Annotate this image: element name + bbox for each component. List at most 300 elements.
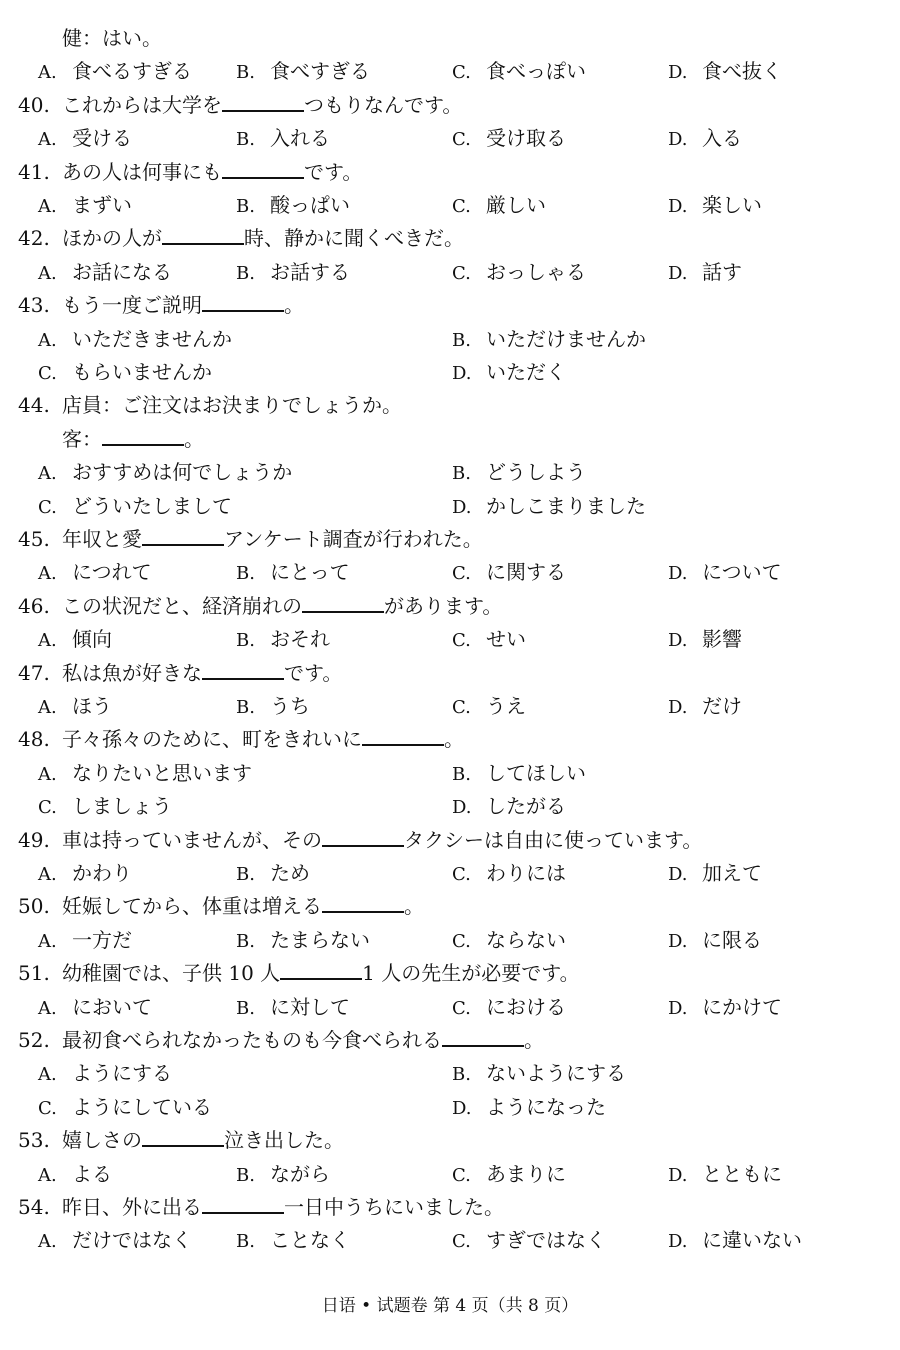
option-letter: D.: [668, 1231, 688, 1253]
option-letter: A.: [38, 763, 57, 785]
option-letter: A.: [38, 864, 57, 885]
option-letter: B.: [236, 62, 255, 84]
question: [0, 389, 900, 422]
question-text-after: 。: [284, 293, 304, 318]
answer-options: [0, 1158, 900, 1191]
answer-option[interactable]: [452, 122, 566, 156]
answer-option[interactable]: [452, 991, 566, 1025]
answer-option[interactable]: [452, 323, 646, 357]
answer-options: [0, 556, 900, 589]
answer-option[interactable]: [38, 122, 132, 156]
page-footer: 日语 • 试题卷 第 4 页（共 8 页）: [321, 1296, 579, 1316]
question-text-after: アンケート調査が行われた。: [224, 527, 483, 551]
option-text: おそれ: [270, 627, 330, 652]
option-text: お話になる: [72, 259, 172, 284]
answer-option[interactable]: [236, 189, 350, 223]
option-text: ようにする: [72, 1061, 172, 1086]
answer-option[interactable]: [236, 55, 370, 89]
question-text: [62, 222, 464, 255]
question-text-after: 。: [444, 727, 464, 752]
option-letter: C.: [38, 363, 57, 384]
answer-option[interactable]: [38, 356, 212, 390]
answer-option[interactable]: [452, 256, 586, 290]
option-letter: B.: [236, 697, 255, 718]
answer-blank[interactable]: [162, 223, 244, 245]
option-letter: D.: [668, 129, 688, 151]
answer-option[interactable]: [452, 1158, 566, 1192]
option-text: ながら: [270, 1161, 330, 1186]
answer-options: [0, 55, 900, 88]
option-text: ようにしている: [72, 1094, 212, 1119]
option-letter: A.: [38, 1164, 57, 1186]
question-text-after: 。: [524, 1028, 544, 1052]
option-letter: C.: [452, 697, 471, 718]
option-letter: D.: [452, 1097, 472, 1119]
answer-options: [0, 323, 900, 356]
option-text: 楽しい: [702, 193, 762, 217]
answer-options: [0, 356, 900, 389]
option-letter: C.: [452, 62, 471, 84]
answer-option[interactable]: [38, 1091, 212, 1125]
option-letter: D.: [668, 997, 688, 1019]
answer-option[interactable]: [452, 1057, 626, 1091]
option-letter: B.: [452, 329, 471, 351]
option-text: ないようにする: [486, 1061, 626, 1086]
answer-blank[interactable]: [142, 1125, 224, 1147]
option-text: なりたいと思います: [72, 760, 252, 785]
question-number: 49.: [18, 827, 50, 852]
answer-option[interactable]: [452, 790, 566, 824]
option-letter: D.: [452, 363, 472, 384]
question: [0, 289, 900, 322]
option-text: 厳しい: [486, 193, 546, 217]
option-text: だけ: [702, 694, 742, 718]
answer-option[interactable]: [38, 1158, 112, 1192]
option-text: 一方だ: [72, 927, 132, 952]
answer-option[interactable]: [668, 122, 742, 156]
answer-option[interactable]: [38, 623, 112, 657]
question-text: [62, 156, 362, 189]
question-text: [62, 824, 702, 857]
answer-options: [0, 790, 900, 823]
answer-option[interactable]: [236, 857, 310, 891]
option-letter: A.: [38, 62, 57, 84]
question-text-before: 客：: [62, 426, 102, 451]
option-letter: B.: [236, 997, 255, 1019]
option-letter: B.: [236, 930, 255, 952]
answer-blank[interactable]: [142, 524, 224, 546]
question: [0, 723, 900, 756]
question-text: [62, 1024, 544, 1057]
answer-option[interactable]: [38, 1224, 192, 1258]
answer-option[interactable]: [236, 623, 330, 657]
question: [0, 890, 900, 923]
answer-options: [0, 690, 900, 723]
question-text-before: 最初食べられなかったものも今食べられる: [62, 1028, 442, 1052]
option-text: どういたしまして: [72, 493, 232, 518]
answer-options: [0, 256, 900, 289]
answer-option[interactable]: [236, 256, 350, 290]
option-letter: A.: [38, 463, 57, 485]
option-text: 受ける: [72, 126, 132, 151]
answer-option[interactable]: [236, 556, 350, 590]
answer-blank[interactable]: [222, 90, 304, 112]
option-letter: A.: [38, 630, 57, 652]
option-letter: C.: [452, 1164, 471, 1186]
question-number: 52.: [18, 1028, 50, 1052]
question-text-before: 昨日、外に出る: [62, 1195, 202, 1219]
question-text: [62, 723, 464, 756]
dialogue-line: [0, 423, 900, 456]
option-text: 傾向: [72, 627, 112, 652]
answer-option[interactable]: [452, 623, 526, 657]
dialogue-line: [0, 22, 900, 55]
question-text-before: この状況だと、経済崩れの: [62, 593, 302, 618]
question-text-before: 嬉しさの: [62, 1128, 142, 1153]
option-text: もらいませんか: [72, 360, 212, 384]
answer-option[interactable]: [452, 757, 586, 791]
answer-option[interactable]: [668, 690, 742, 724]
answer-option[interactable]: [452, 924, 566, 958]
answer-options: [0, 757, 900, 790]
answer-option[interactable]: [452, 456, 586, 490]
option-letter: A.: [38, 129, 57, 151]
question-number: 53.: [18, 1128, 50, 1153]
answer-option[interactable]: [38, 1057, 172, 1091]
answer-option[interactable]: [668, 924, 762, 958]
option-letter: C.: [452, 864, 471, 885]
question-text-before: 店員：ご注文はお決まりでしょうか。: [62, 393, 402, 418]
option-text: ようになった: [486, 1094, 606, 1119]
answer-option[interactable]: [452, 1091, 606, 1125]
answer-option[interactable]: [668, 1158, 782, 1192]
question-text-before: あの人は何事にも: [62, 159, 222, 184]
option-text: 食べすぎる: [270, 59, 370, 84]
answer-option[interactable]: [236, 122, 330, 156]
answer-option[interactable]: [38, 857, 132, 891]
question: [0, 1024, 900, 1057]
answer-option[interactable]: [452, 189, 546, 223]
question: [0, 156, 900, 189]
option-text: 話す: [702, 259, 742, 284]
answer-options: [0, 1057, 900, 1090]
answer-options: [0, 623, 900, 656]
option-text: どうしよう: [486, 460, 586, 485]
question-text-after: があります。: [384, 593, 503, 618]
question: [0, 824, 900, 857]
question: [0, 523, 900, 556]
option-text: いただく: [486, 360, 566, 384]
option-text: に限る: [702, 927, 762, 952]
answer-option[interactable]: [668, 857, 762, 891]
option-text: につれて: [72, 560, 152, 585]
option-text: に違いない: [702, 1228, 802, 1253]
option-letter: A.: [38, 697, 57, 718]
option-letter: B.: [452, 1064, 471, 1086]
answer-options: [0, 1091, 900, 1124]
answer-blank[interactable]: [202, 290, 284, 312]
answer-option[interactable]: [38, 556, 152, 590]
option-text: にとって: [270, 560, 350, 585]
option-text: において: [72, 994, 152, 1019]
option-letter: B.: [236, 1164, 255, 1186]
question-text: [62, 590, 502, 623]
option-letter: C.: [38, 797, 57, 819]
answer-option[interactable]: [38, 55, 192, 89]
question-number: 44.: [18, 393, 50, 418]
option-letter: A.: [38, 329, 57, 351]
question-number: 54.: [18, 1195, 50, 1219]
answer-blank[interactable]: [362, 724, 444, 746]
answer-option[interactable]: [452, 857, 566, 891]
answer-option[interactable]: [668, 189, 762, 223]
option-letter: C.: [452, 630, 471, 652]
option-letter: B.: [236, 864, 255, 885]
option-text: してほしい: [486, 760, 586, 785]
answer-option[interactable]: [668, 256, 742, 290]
question-number: 50.: [18, 894, 50, 919]
question-text: [62, 523, 483, 556]
option-text: したがる: [486, 794, 566, 819]
question-text: [62, 389, 402, 422]
option-text: ことなく: [270, 1228, 350, 1253]
question-text-before: 幼稚園では、子供 10 人: [62, 961, 281, 986]
option-text: 入れる: [270, 126, 330, 151]
option-letter: B.: [452, 763, 471, 785]
question-text-after: 一日中うちにいました。: [284, 1195, 504, 1219]
answer-option[interactable]: [668, 55, 782, 89]
option-text: とともに: [702, 1161, 782, 1186]
option-letter: A.: [38, 930, 57, 952]
option-text: だけではなく: [72, 1228, 192, 1253]
answer-option[interactable]: [38, 991, 152, 1025]
option-text: わりには: [486, 861, 566, 885]
option-text: 食べるすぎる: [72, 59, 192, 84]
question-number: 51.: [18, 961, 50, 986]
option-letter: B.: [236, 563, 255, 585]
answer-option[interactable]: [236, 1224, 350, 1258]
option-letter: D.: [668, 262, 688, 284]
answer-options: [0, 991, 900, 1024]
option-text: しましょう: [72, 794, 172, 819]
option-text: にかけて: [702, 994, 782, 1019]
option-text: に対して: [270, 994, 350, 1019]
answer-option[interactable]: [38, 456, 292, 490]
question-text-before: ほかの人が: [62, 226, 162, 251]
option-text: における: [486, 994, 566, 1019]
answer-options: [0, 1224, 900, 1257]
option-text: たまらない: [270, 927, 370, 952]
question-text-before: 車は持っていませんが、その: [62, 827, 322, 852]
answer-blank[interactable]: [102, 424, 184, 446]
answer-options: [0, 490, 900, 523]
option-letter: B.: [236, 1231, 255, 1253]
answer-blank[interactable]: [442, 1025, 524, 1047]
answer-option[interactable]: [668, 623, 742, 657]
answer-option[interactable]: [38, 690, 112, 724]
question: [0, 1124, 900, 1157]
option-text: 食べ抜く: [702, 59, 782, 84]
answer-option[interactable]: [236, 991, 350, 1025]
answer-option[interactable]: [668, 1224, 802, 1258]
option-text: 食べっぽい: [486, 59, 586, 84]
answer-blank[interactable]: [280, 958, 362, 980]
question-text-after: 泣き出した。: [224, 1128, 344, 1153]
answer-blank[interactable]: [222, 157, 304, 179]
option-text: あまりに: [486, 1161, 566, 1186]
question-text-after: 。: [404, 894, 424, 919]
option-letter: C.: [452, 930, 471, 952]
question-text: [62, 657, 342, 690]
option-letter: A.: [38, 997, 57, 1019]
answer-blank[interactable]: [302, 591, 384, 613]
option-text: ならない: [486, 927, 566, 952]
option-text: 受け取る: [486, 126, 566, 151]
option-letter: C.: [38, 496, 57, 518]
answer-options: [0, 456, 900, 489]
question-number: 42.: [18, 226, 50, 251]
question-text-before: 私は魚が好きな: [62, 660, 202, 685]
option-letter: C.: [452, 262, 471, 284]
answer-option[interactable]: [236, 1158, 330, 1192]
option-text: いただきませんか: [72, 326, 232, 351]
question-number: 45.: [18, 527, 50, 551]
answer-options: [0, 924, 900, 957]
option-text: について: [702, 560, 782, 585]
answer-option[interactable]: [236, 924, 370, 958]
option-text: まずい: [72, 193, 132, 217]
question-text: [62, 89, 462, 122]
question-text-before: 妊娠してから、体重は増える: [62, 894, 322, 919]
answer-option[interactable]: [668, 991, 782, 1025]
answer-option[interactable]: [452, 1224, 606, 1258]
option-text: かわり: [72, 861, 132, 885]
option-letter: C.: [452, 196, 471, 217]
answer-option[interactable]: [236, 690, 310, 724]
option-letter: C.: [452, 1231, 471, 1253]
question-text-before: これからは大学を: [62, 92, 222, 117]
option-letter: D.: [668, 930, 688, 952]
answer-option[interactable]: [38, 490, 232, 524]
option-text: せい: [486, 627, 526, 652]
question-text-after: 時、静かに聞くべきだ。: [244, 226, 464, 251]
question-number: 41.: [18, 159, 50, 184]
question-text: [62, 1124, 344, 1157]
answer-option[interactable]: [38, 757, 252, 791]
option-letter: D.: [668, 1164, 688, 1186]
question-text-before: もう一度ご説明: [62, 293, 202, 318]
option-text: に関する: [486, 560, 566, 585]
option-letter: D.: [668, 697, 688, 718]
question-text: [62, 423, 204, 456]
option-letter: D.: [668, 864, 688, 885]
option-text: お話する: [270, 259, 350, 284]
option-letter: B.: [236, 129, 255, 151]
option-text: ため: [270, 861, 310, 885]
answer-options: [0, 122, 900, 155]
question-text-after: 。: [184, 426, 204, 451]
option-text: かしこまりました: [486, 493, 646, 518]
option-text: うえ: [486, 694, 526, 718]
question-text-after: です。: [304, 159, 363, 184]
option-letter: A.: [38, 196, 57, 217]
option-text: うち: [270, 694, 310, 718]
answer-option[interactable]: [38, 924, 132, 958]
question-number: 48.: [18, 727, 50, 752]
option-letter: D.: [452, 496, 472, 518]
question: [0, 657, 900, 690]
option-letter: A.: [38, 1231, 57, 1253]
question: [0, 222, 900, 255]
option-letter: C.: [452, 563, 471, 585]
question-text: [62, 890, 424, 923]
question-text-after: です。: [284, 660, 343, 685]
question: [0, 590, 900, 623]
answer-blank[interactable]: [202, 1192, 284, 1214]
answer-option[interactable]: [38, 790, 172, 824]
question-text-after: 1 人の先生が必要です。: [362, 961, 580, 986]
answer-blank[interactable]: [322, 891, 404, 913]
answer-blank[interactable]: [322, 825, 404, 847]
answer-option[interactable]: [452, 556, 566, 590]
question-text: [62, 957, 580, 990]
option-text: 入る: [702, 126, 742, 151]
question-number: 46.: [18, 593, 50, 618]
answer-option[interactable]: [38, 256, 172, 290]
question: [0, 1191, 900, 1224]
answer-option[interactable]: [452, 490, 646, 524]
option-text: すぎではなく: [486, 1228, 606, 1253]
option-letter: C.: [38, 1097, 57, 1119]
option-text: 酸っぱい: [270, 193, 350, 217]
option-letter: C.: [452, 997, 471, 1019]
option-text: いただけませんか: [486, 326, 646, 351]
answer-option[interactable]: [452, 356, 566, 390]
question: [0, 957, 900, 990]
answer-blank[interactable]: [202, 658, 284, 680]
answer-options: [0, 189, 900, 222]
option-letter: B.: [236, 630, 255, 652]
question-text-before: 子々孫々のために、町をきれいに: [62, 727, 362, 752]
option-text: おっしゃる: [486, 259, 586, 284]
option-letter: B.: [236, 196, 255, 217]
question: [0, 89, 900, 122]
option-text: ほう: [72, 694, 112, 718]
dialogue-text: 健：はい。: [62, 26, 162, 50]
option-letter: D.: [668, 563, 688, 585]
answer-option[interactable]: [452, 690, 526, 724]
answer-option[interactable]: [38, 323, 232, 357]
option-text: よる: [72, 1161, 112, 1186]
answer-option[interactable]: [668, 556, 782, 590]
option-letter: D.: [668, 196, 688, 217]
question-text: [62, 1191, 504, 1224]
question-text: [62, 289, 304, 322]
option-text: おすすめは何でしょうか: [72, 460, 293, 485]
option-letter: D.: [452, 797, 472, 819]
option-letter: B.: [452, 463, 471, 485]
answer-options: [0, 857, 900, 890]
option-text: 加えて: [702, 861, 762, 885]
answer-option[interactable]: [452, 55, 586, 89]
question-text-after: タクシーは自由に使っています。: [404, 827, 703, 852]
question-number: 40.: [18, 92, 50, 117]
option-letter: A.: [38, 262, 57, 284]
option-text: 影響: [702, 627, 742, 652]
option-letter: A.: [38, 563, 57, 585]
answer-option[interactable]: [38, 189, 132, 223]
question-number: 43.: [18, 293, 50, 318]
